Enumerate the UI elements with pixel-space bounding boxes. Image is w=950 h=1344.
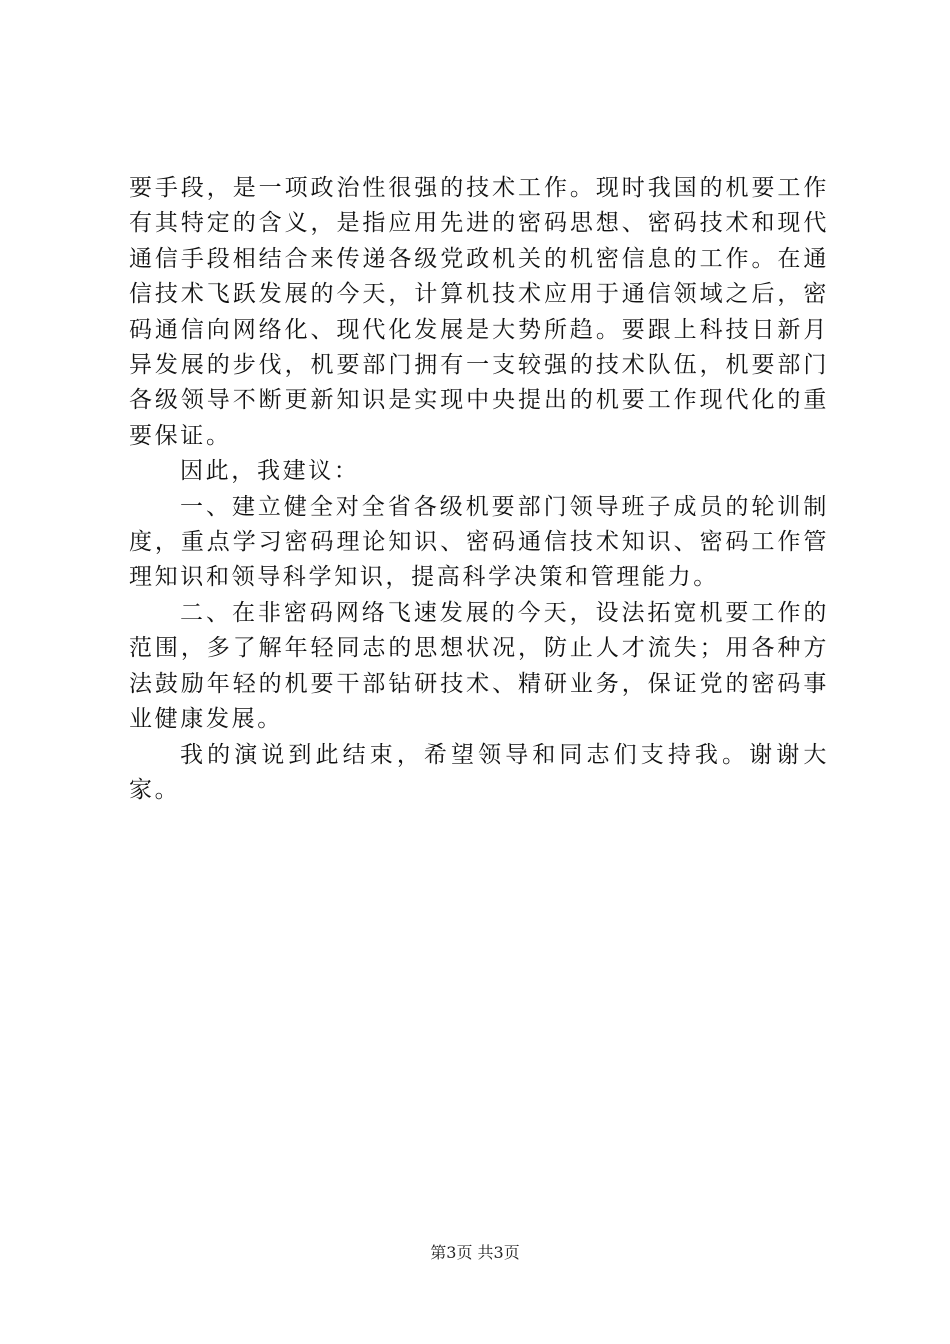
paragraph-suggestion-intro: 因此，我建议： <box>180 458 360 485</box>
paragraph-closing: 我的演说到此结束，希望领导和同志们支持我。谢谢大家。 <box>129 741 829 803</box>
document-body <box>129 171 829 808</box>
page-number-footer: 第3页 共3页 <box>430 1243 520 1262</box>
paragraph-suggestion-one: 一、建立健全对全省各级机要部门领导班子成员的轮训制度，重点学习密码理论知识、密码通信技术知识、密码工作管理知识和领导科学知识，提高科学决策和管理能力。 <box>129 493 829 591</box>
paragraph-suggestion-two: 二、在非密码网络飞速发展的今天，设法拓宽机要工作的范围，多了解年轻同志的思想状况，防止人才流失；用各种方法鼓励年轻的机要干部钻研技术、精研业务，保证党的密码事业健康发展。 <box>129 599 829 733</box>
paragraph-continuation: 要手段，是一项政治性很强的技术工作。现时我国的机要工作有其特定的含义，是指应用先进的密码思想、密码技术和现代通信手段相结合来传递各级党政机关的机密信息的工作。在通信技术飞跃发展的今天，计算机技术应用于通信领域之后，密码通信向网络化、现代化发展是大势所趋。要跟上科技日新月异发展的步伐，机要部门拥有一支较强的技术队伍，机要部门各级领导不断更新知识是实现中央提出的机要工作现代化的重要保证。 <box>129 175 829 449</box>
